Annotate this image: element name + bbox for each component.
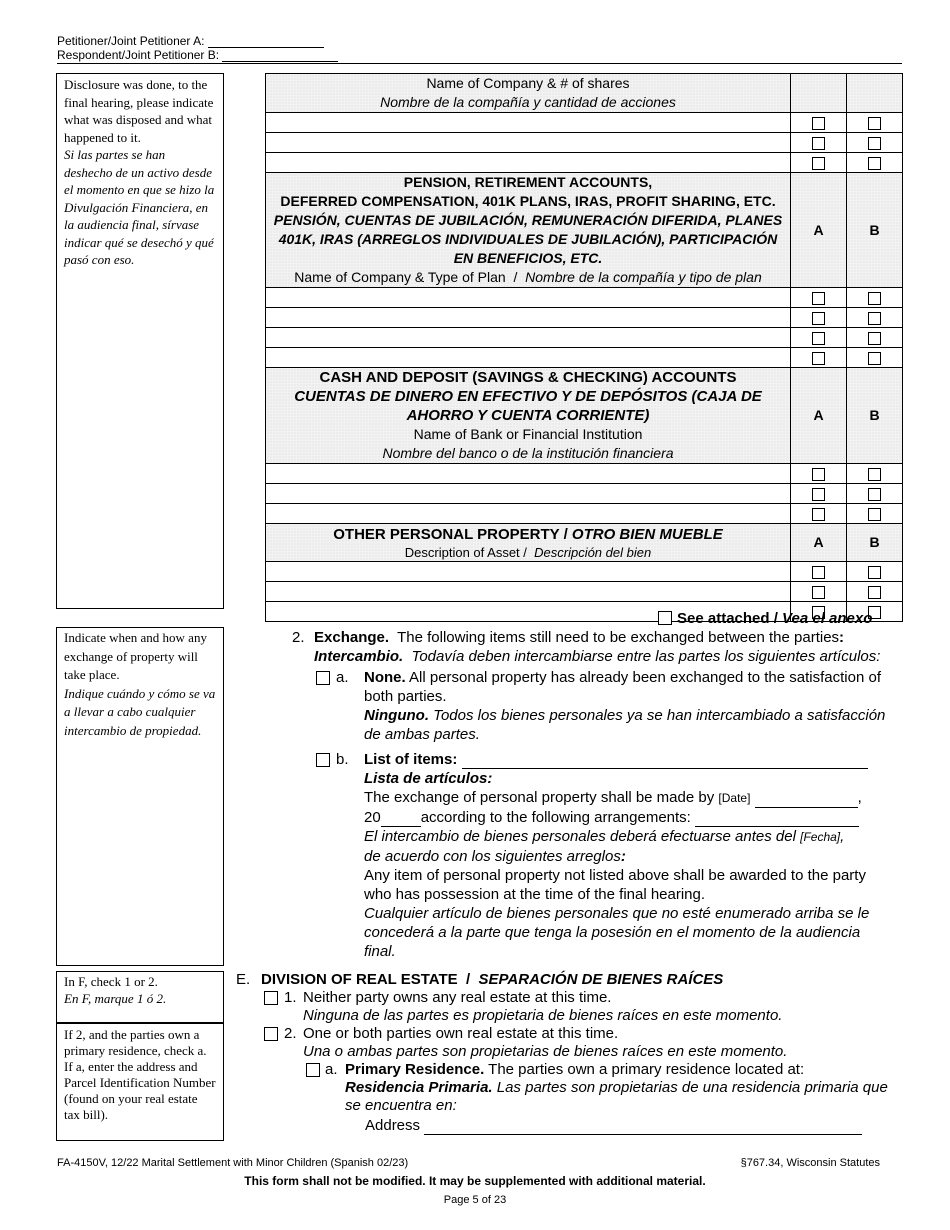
other-checkbox-b[interactable] bbox=[868, 566, 881, 579]
exchange-date-comma: , bbox=[857, 789, 862, 806]
other-checkbox-a[interactable] bbox=[812, 586, 825, 599]
pension-checkbox-b[interactable] bbox=[868, 332, 881, 345]
primary-residence-checkbox[interactable] bbox=[306, 1063, 320, 1077]
f-note-box bbox=[56, 971, 224, 1023]
cash-sub-en: Name of Bank or Financial Institution bbox=[413, 426, 643, 442]
cash-checkbox-b[interactable] bbox=[868, 508, 881, 521]
exchange-es-arrangements: de acuerdo con los siguientes arreglos bbox=[364, 848, 621, 865]
company-entry[interactable] bbox=[266, 133, 791, 153]
real-estate-2-number: 2. bbox=[284, 1025, 297, 1042]
company-header-en: Name of Company & # of shares bbox=[426, 75, 630, 91]
pension-checkbox-b[interactable] bbox=[868, 292, 881, 305]
company-header bbox=[266, 74, 791, 113]
company-col-b-header bbox=[847, 74, 903, 113]
pension-col-a: A bbox=[791, 173, 847, 288]
real-estate-2-en: One or both parties own real estate at this time. bbox=[303, 1025, 619, 1042]
exchange-note-en: Indicate when and how any exchange of property will take place. bbox=[64, 630, 207, 682]
other-title bbox=[266, 525, 790, 544]
exchange-title-es: Intercambio. bbox=[314, 648, 404, 665]
primary-residence-letter: a. bbox=[325, 1061, 338, 1078]
exchange-text-es: Todavía deben intercambiarse entre las partes los siguientes artículos: bbox=[411, 648, 881, 665]
petitioner-label: Petitioner/Joint Petitioner A: bbox=[57, 34, 205, 48]
exchange-b-title-line bbox=[364, 750, 892, 769]
other-row[interactable] bbox=[266, 582, 903, 602]
other-header-row bbox=[266, 524, 903, 562]
petitioner-field[interactable] bbox=[208, 35, 324, 48]
exchange-option-a bbox=[292, 668, 892, 744]
exchange-a-title-es: Ninguno. bbox=[364, 707, 429, 724]
real-estate-section bbox=[236, 971, 896, 1135]
company-col-a-header bbox=[791, 74, 847, 113]
cash-entry[interactable] bbox=[266, 464, 791, 484]
real-estate-1-es: Ninguna de las partes es propietaria de bienes raíces en este momento. bbox=[303, 1007, 783, 1024]
exchange-a-es bbox=[364, 706, 892, 744]
exchange-arrangements-field[interactable] bbox=[695, 811, 859, 827]
exchange-b-letter: b. bbox=[336, 751, 349, 768]
exchange-year-field[interactable] bbox=[381, 811, 421, 827]
company-header-es: Nombre de la compañía y cantidad de acciones bbox=[380, 94, 676, 110]
pension-checkbox-a[interactable] bbox=[812, 312, 825, 325]
other-header bbox=[266, 524, 791, 562]
exchange-date-text: The exchange of personal property shall be made by bbox=[364, 789, 715, 806]
exchange-es-date-placeholder: [Fecha] bbox=[800, 830, 841, 844]
footer-notice: This form shall not be modified. It may be supplemented with additional material. bbox=[244, 1174, 706, 1188]
cash-sub-es: Nombre del banco o de la institución financiera bbox=[382, 445, 674, 461]
cash-row[interactable] bbox=[266, 504, 903, 524]
exchange-colon: : bbox=[839, 629, 845, 646]
pension-entry[interactable] bbox=[266, 328, 791, 348]
page-number: Page 5 of 23 bbox=[443, 1194, 507, 1206]
primary-residence-text-en: The parties own a primary residence located at: bbox=[488, 1061, 805, 1078]
cash-col-b: B bbox=[847, 368, 903, 464]
exchange-heading-es bbox=[292, 647, 892, 666]
other-checkbox-a[interactable] bbox=[812, 566, 825, 579]
company-checkbox-b[interactable] bbox=[868, 117, 881, 130]
disclosure-note-en: Disclosure was done, to the final hearing, please indicate what was disposed and what happened to it. bbox=[64, 77, 214, 145]
f-note-en: In F, check 1 or 2. bbox=[64, 974, 158, 989]
exchange-es-date-line bbox=[364, 827, 892, 847]
other-col-b: B bbox=[847, 524, 903, 562]
cash-entry[interactable] bbox=[266, 504, 791, 524]
company-row[interactable] bbox=[266, 113, 903, 133]
company-entry[interactable] bbox=[266, 113, 791, 133]
real-estate-1-checkbox[interactable] bbox=[264, 991, 278, 1005]
see-attached-en: See attached / bbox=[677, 610, 783, 627]
primary-residence-title-en: Primary Residence. bbox=[345, 1061, 485, 1078]
exchange-a-text-en: All personal property has already been exchanged to the satisfaction of both parties. bbox=[364, 669, 881, 705]
asset-table bbox=[265, 73, 903, 622]
address-label: Address bbox=[365, 1117, 421, 1134]
cash-checkbox-a[interactable] bbox=[812, 468, 825, 481]
pension-col-b: B bbox=[847, 173, 903, 288]
other-entry[interactable] bbox=[266, 582, 791, 602]
real-estate-title-en: DIVISION OF REAL ESTATE bbox=[261, 971, 458, 988]
exchange-a-text-es: Todos los bienes personales ya se han intercambiado a satisfacción de ambas partes. bbox=[364, 707, 886, 743]
pension-checkbox-a[interactable] bbox=[812, 292, 825, 305]
real-estate-letter: E. bbox=[236, 971, 251, 988]
pension-row[interactable] bbox=[266, 288, 903, 308]
exchange-arrangements-text: according to the following arrangements: bbox=[420, 809, 691, 826]
cash-checkbox-b[interactable] bbox=[868, 468, 881, 481]
exchange-a-en bbox=[364, 668, 892, 706]
see-attached bbox=[658, 609, 872, 628]
cash-title-en: CASH AND DEPOSIT (SAVINGS & CHECKING) ACCOUNTS bbox=[319, 369, 737, 386]
pension-sub-sep: / bbox=[505, 269, 526, 285]
exchange-es-date-text: El intercambio de bienes personales deberá efectuarse antes del bbox=[364, 828, 796, 845]
exchange-year-line bbox=[364, 808, 892, 827]
cash-header bbox=[266, 368, 791, 464]
primary-residence-text-es: Las partes son propietarias de una residencia primaria que se encuentra en: bbox=[345, 1079, 888, 1114]
company-header-row bbox=[266, 74, 903, 113]
cash-col-a: A bbox=[791, 368, 847, 464]
other-sub bbox=[266, 544, 790, 561]
pension-title-es: PENSIÓN, CUENTAS DE JUBILACIÓN, REMUNERACIÓN DIFERIDA, PLANES 401K, IRAS (ARREGLOS INDIVIDUALES DE JUBILACIÓN), PARTICIPACIÓN EN BENEFICIOS, ETC. bbox=[273, 212, 783, 266]
real-estate-option-1 bbox=[236, 989, 896, 1025]
disclosure-note-es: Si las partes se han deshecho de un activo desde el momento en que se hizo la Divulgación Financiera, en la audiencia final, sírvase indicar qué se desechó y qué pasó con eso. bbox=[64, 147, 215, 267]
pension-sub-es: Nombre de la compañía y tipo de plan bbox=[525, 269, 762, 285]
cash-header-row bbox=[266, 368, 903, 464]
f-note-es: En F, marque 1 ó 2. bbox=[64, 991, 167, 1006]
respondent-line bbox=[57, 48, 338, 62]
real-estate-2-checkbox[interactable] bbox=[264, 1027, 278, 1041]
cash-row[interactable] bbox=[266, 464, 903, 484]
see-attached-checkbox[interactable] bbox=[658, 611, 672, 625]
exchange-a-letter: a. bbox=[336, 669, 349, 686]
company-checkbox-a[interactable] bbox=[812, 117, 825, 130]
exchange-text-en: The following items still need to be exchanged between the parties bbox=[397, 629, 840, 646]
other-col-a: A bbox=[791, 524, 847, 562]
pension-subheader bbox=[269, 268, 787, 287]
other-sub-en: Description of Asset / bbox=[404, 544, 535, 560]
exchange-date-line bbox=[364, 788, 892, 808]
exchange-note-es: Indique cuándo y cómo se va a llevar a cabo cualquier intercambio de propiedad. bbox=[64, 685, 216, 738]
pension-header-row bbox=[266, 173, 903, 288]
cash-title-es: CUENTAS DE DINERO EN EFECTIVO Y DE DEPÓSITOS (CAJA DE AHORRO Y CUENTA CORRIENTE) bbox=[294, 388, 762, 424]
exchange-es-date-comma: , bbox=[840, 828, 845, 845]
real-estate-heading bbox=[236, 971, 896, 989]
company-row[interactable] bbox=[266, 133, 903, 153]
exchange-option-b bbox=[292, 750, 892, 961]
other-title-es: OTRO BIEN MUEBLE bbox=[571, 525, 723, 543]
pension-checkbox-b[interactable] bbox=[868, 352, 881, 365]
exchange-b-checkbox[interactable] bbox=[316, 753, 330, 767]
exchange-b-title-es: Lista de artículos: bbox=[364, 770, 493, 787]
exchange-es-arrangements-line bbox=[364, 847, 892, 866]
primary-residence-en bbox=[345, 1061, 896, 1079]
exchange-number: 2. bbox=[292, 629, 305, 646]
respondent-label: Respondent/Joint Petitioner B: bbox=[57, 48, 220, 62]
exchange-section bbox=[292, 628, 892, 961]
company-entry[interactable] bbox=[266, 153, 791, 173]
exchange-unlisted-es: Cualquier artículo de bienes personales que no esté enumerado arriba se le concederá a la parte que tenga la posesión en el momento de la audiencia final. bbox=[364, 905, 870, 960]
cash-checkbox-a[interactable] bbox=[812, 508, 825, 521]
pension-header bbox=[266, 173, 791, 288]
exchange-note-box bbox=[56, 627, 224, 966]
company-checkbox-b[interactable] bbox=[868, 137, 881, 150]
exchange-unlisted-en: Any item of personal property not listed above shall be awarded to the party who has possession at the time of the final hearing. bbox=[364, 867, 866, 903]
statute: §767.34, Wisconsin Statutes bbox=[740, 1157, 880, 1169]
address-line bbox=[345, 1117, 896, 1135]
exchange-heading-en bbox=[292, 628, 892, 647]
pension-row[interactable] bbox=[266, 328, 903, 348]
real-estate-1-number: 1. bbox=[284, 989, 297, 1006]
pension-row[interactable] bbox=[266, 348, 903, 368]
address-field[interactable] bbox=[424, 1119, 862, 1135]
exchange-b-title-en: List of items: bbox=[364, 751, 458, 768]
see-attached-es: Vea el anexo bbox=[782, 610, 873, 627]
cash-row[interactable] bbox=[266, 484, 903, 504]
company-checkbox-a[interactable] bbox=[812, 137, 825, 150]
real-estate-title-es: SEPARACIÓN DE BIENES RAÍCES bbox=[478, 971, 724, 988]
company-checkbox-a[interactable] bbox=[812, 157, 825, 170]
other-row[interactable] bbox=[266, 562, 903, 582]
real-estate-1-en: Neither party owns any real estate at this time. bbox=[303, 989, 612, 1006]
real-estate-sep: / bbox=[457, 971, 479, 988]
disclosure-note-box bbox=[56, 73, 224, 609]
primary-residence-note-box bbox=[56, 1023, 224, 1141]
exchange-year-prefix: 20 bbox=[364, 809, 381, 826]
real-estate-2-es: Una o ambas partes son propietarias de bienes raíces en este momento. bbox=[303, 1043, 788, 1060]
pension-entry[interactable] bbox=[266, 348, 791, 368]
pension-entry[interactable] bbox=[266, 288, 791, 308]
pension-title-en: PENSION, RETIREMENT ACCOUNTS, bbox=[403, 174, 653, 190]
other-entry[interactable] bbox=[266, 562, 791, 582]
exchange-a-title-en: None. bbox=[364, 669, 406, 686]
real-estate-option-2 bbox=[236, 1025, 896, 1061]
other-title-en: OTHER PERSONAL PROPERTY / bbox=[333, 525, 572, 543]
exchange-date-placeholder: [Date] bbox=[718, 791, 751, 805]
petitioner-line bbox=[57, 34, 324, 48]
pension-title-en-2: DEFERRED COMPENSATION, 401K PLANS, IRAS, PROFIT SHARING, ETC. bbox=[280, 193, 776, 209]
pension-checkbox-b[interactable] bbox=[868, 312, 881, 325]
respondent-field[interactable] bbox=[222, 49, 338, 62]
form-id: FA-4150V, 12/22 Marital Settlement with Minor Children (Spanish 02/23) bbox=[57, 1157, 409, 1169]
primary-residence-option bbox=[236, 1061, 896, 1135]
pension-checkbox-a[interactable] bbox=[812, 352, 825, 365]
pension-checkbox-a[interactable] bbox=[812, 332, 825, 345]
exchange-date-field[interactable] bbox=[755, 792, 858, 808]
primary-residence-note: If 2, and the parties own a primary residence, check a. If a, enter the address and Parcel Identification Number (found on your real estate tax bill). bbox=[64, 1027, 216, 1122]
other-sub-es: Descripción del bien bbox=[534, 544, 652, 560]
pension-row[interactable] bbox=[266, 308, 903, 328]
company-checkbox-b[interactable] bbox=[868, 157, 881, 170]
exchange-a-checkbox[interactable] bbox=[316, 671, 330, 685]
pension-entry[interactable] bbox=[266, 308, 791, 328]
cash-checkbox-b[interactable] bbox=[868, 488, 881, 501]
header-rule bbox=[57, 63, 902, 64]
primary-residence-title-es: Residencia Primaria. bbox=[345, 1079, 493, 1096]
primary-residence-es bbox=[345, 1079, 896, 1115]
company-row[interactable] bbox=[266, 153, 903, 173]
cash-checkbox-a[interactable] bbox=[812, 488, 825, 501]
exchange-es-colon: : bbox=[620, 848, 626, 865]
list-of-items-field[interactable] bbox=[462, 753, 868, 769]
cash-entry[interactable] bbox=[266, 484, 791, 504]
exchange-title-en: Exchange. bbox=[314, 629, 390, 646]
other-checkbox-b[interactable] bbox=[868, 586, 881, 599]
pension-sub-en: Name of Company & Type of Plan bbox=[294, 269, 506, 285]
